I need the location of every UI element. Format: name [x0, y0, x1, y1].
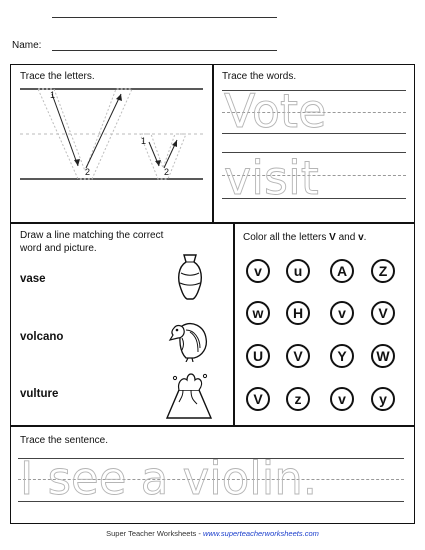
letter-circle[interactable]: A: [330, 259, 354, 283]
match-word-vulture[interactable]: vulture: [20, 388, 59, 400]
letter-circle[interactable]: W: [371, 344, 395, 368]
letter-tracing-area: [10, 80, 212, 190]
stroke-number-2: 2: [85, 167, 91, 177]
letter-circle[interactable]: w: [246, 301, 270, 325]
letter-circle[interactable]: Y: [330, 344, 354, 368]
letter-circle[interactable]: u: [286, 259, 310, 283]
match-title-line1: Draw a line matching the correct: [20, 230, 164, 241]
name-label: Name:: [12, 40, 42, 51]
letter-circle[interactable]: y: [371, 387, 395, 411]
letter-circle[interactable]: V: [286, 344, 310, 368]
letter-circle[interactable]: z: [286, 387, 310, 411]
footer: Super Teacher Worksheets - www.superteacherworksheets.com: [106, 529, 319, 538]
volcano-icon[interactable]: [163, 368, 215, 420]
footer-link[interactable]: www.superteacherworksheets.com: [202, 529, 319, 538]
match-title-line2: word and picture.: [20, 243, 97, 254]
trace-letters-title: Trace the letters.: [20, 71, 95, 82]
letter-circle[interactable]: v: [330, 387, 354, 411]
divider-vertical-mid: [233, 222, 235, 425]
trace-sentence-title: Trace the sentence.: [20, 435, 109, 446]
letter-circle[interactable]: v: [246, 259, 270, 283]
letter-circle[interactable]: V: [371, 301, 395, 325]
letter-circle[interactable]: v: [330, 301, 354, 325]
divider-horizontal-2: [10, 425, 415, 427]
stroke-number-1: 1: [50, 90, 56, 100]
letter-circle[interactable]: Z: [371, 259, 395, 283]
stroke-number-4: 2: [164, 167, 170, 177]
trace-words-title: Trace the words.: [222, 71, 297, 82]
divider-vertical-top: [212, 64, 214, 222]
trace-word-vote: Vote: [224, 84, 327, 138]
color-letters-title: Color all the letters V and v.: [243, 232, 367, 243]
letter-circle[interactable]: H: [286, 301, 310, 325]
letter-circle[interactable]: U: [246, 344, 270, 368]
name-line: [52, 50, 277, 51]
letter-circle[interactable]: V: [246, 387, 270, 411]
match-word-vase[interactable]: vase: [20, 273, 46, 285]
stroke-number-3: 1: [141, 136, 147, 146]
match-word-volcano[interactable]: volcano: [20, 331, 64, 343]
top-blank-line: [52, 17, 277, 18]
vulture-icon[interactable]: [160, 312, 210, 362]
divider-horizontal-1: [10, 222, 415, 224]
trace-sentence-text: I see a violin.: [20, 452, 318, 505]
trace-word-visit: visit: [224, 151, 319, 205]
vase-icon[interactable]: [175, 253, 205, 301]
